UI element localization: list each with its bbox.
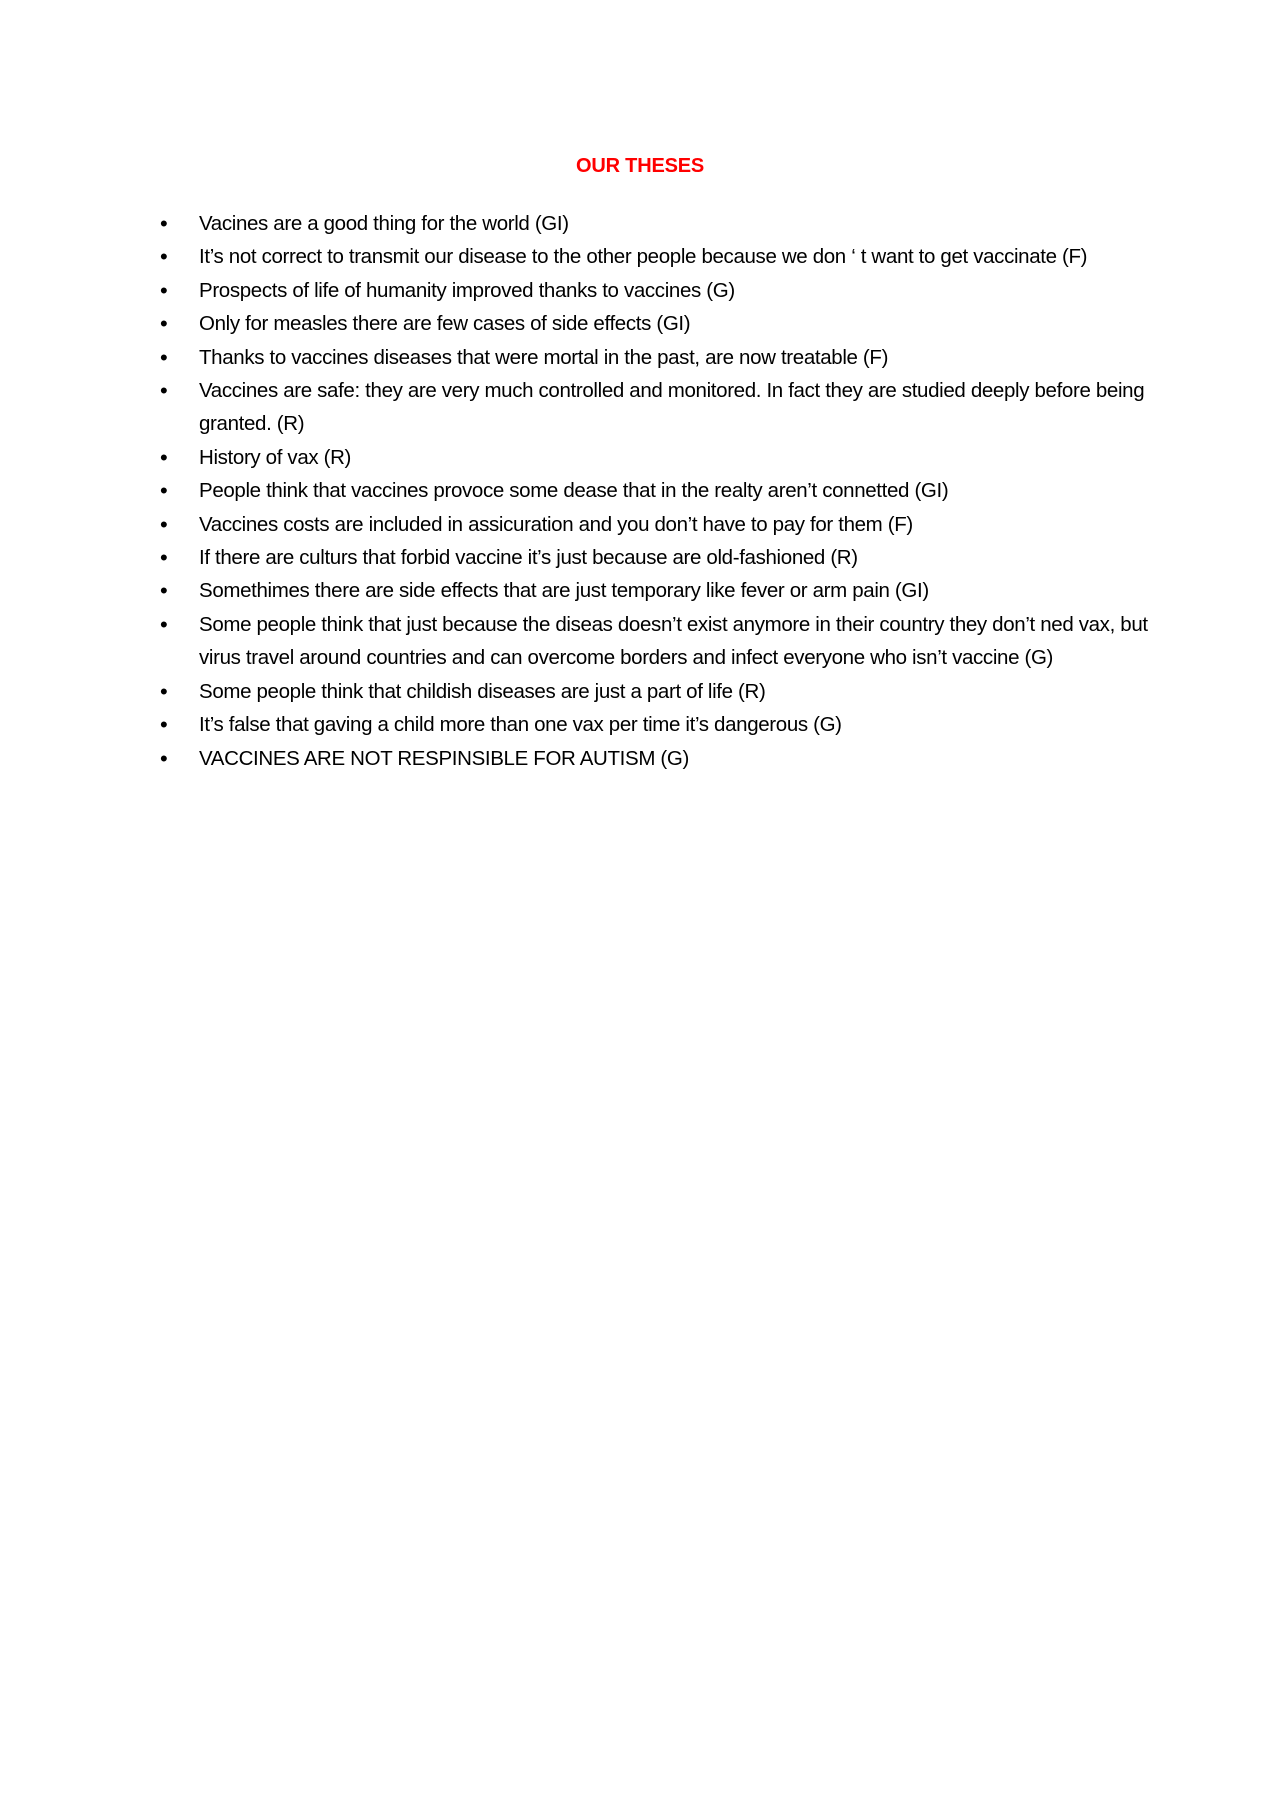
list-item: [160, 742, 1160, 775]
thesis-text: It’s not correct to transmit our disease to the other people because we don ‘ t want to get vaccinate (F): [199, 245, 1088, 269]
thesis-text: Vacines are a good thing for the world (GI): [199, 212, 569, 235]
thesis-text: Prospects of life of humanity improved thanks to vaccines (G): [199, 278, 735, 302]
thesis-text: People think that vaccines provoce some dease that in the realty aren’t connetted (GI): [199, 479, 949, 503]
bullet-icon: •: [160, 311, 168, 337]
page-title: OUR THESES: [575, 155, 705, 177]
bullet-icon: •: [160, 478, 168, 504]
thesis-text: Somethimes there are side effects that are just temporary like fever or arm pain (GI): [199, 579, 929, 603]
bullet-icon: •: [160, 578, 168, 604]
thesis-text: Some people think that just because the diseas doesn’t exist anymore in their country they don’t ned vax, but virus travel around countries and can overcome borders and infect everyone who isn’t vaccine (G): [199, 612, 1148, 670]
bullet-icon: •: [160, 344, 168, 370]
bullet-icon: •: [160, 511, 168, 537]
thesis-text: VACCINES ARE NOT RESPINSIBLE FOR AUTISM (G): [199, 746, 689, 770]
list-item: [160, 608, 1160, 675]
bullet-icon: •: [160, 678, 168, 704]
list-item: [160, 307, 1160, 340]
thesis-text: History of vax (R): [199, 445, 352, 469]
list-item: [160, 341, 1160, 374]
bullet-icon: •: [160, 244, 168, 270]
bullet-icon: •: [160, 745, 168, 771]
thesis-text: Thanks to vaccines diseases that were mortal in the past, are now treatable (F): [199, 345, 889, 369]
bullet-icon: •: [160, 611, 168, 637]
bullet-icon: •: [160, 277, 168, 303]
bullet-icon: •: [160, 211, 168, 236]
bullet-icon: •: [160, 545, 168, 571]
list-item: [160, 708, 1160, 741]
list-item: [160, 274, 1160, 307]
list-item: [160, 474, 1160, 507]
thesis-text: Vaccines are safe: they are very much controlled and monitored. In fact they are studied deeply before being granted. (R): [199, 379, 1145, 436]
list-item: [160, 207, 1160, 240]
list-item: [160, 675, 1160, 708]
bullet-icon: •: [160, 444, 168, 470]
bullet-icon: •: [160, 712, 168, 738]
theses-list: [160, 207, 1160, 775]
thesis-text: Vaccines costs are included in assicuration and you don’t have to pay for them (F): [199, 512, 913, 536]
thesis-text: Some people think that childish diseases are just a part of life (R): [199, 679, 766, 703]
list-item: [160, 374, 1160, 441]
thesis-text: Only for measles there are few cases of side effects (GI): [199, 312, 691, 336]
thesis-text: It’s false that gaving a child more than one vax per time it’s dangerous (G): [199, 713, 842, 737]
list-item: [160, 508, 1160, 541]
list-item: [160, 541, 1160, 574]
list-item: [160, 240, 1160, 273]
list-item: [160, 441, 1160, 474]
list-item: [160, 574, 1160, 607]
thesis-text: If there are culturs that forbid vaccine it’s just because are old-fashioned (R): [199, 546, 858, 570]
bullet-icon: •: [160, 378, 168, 404]
